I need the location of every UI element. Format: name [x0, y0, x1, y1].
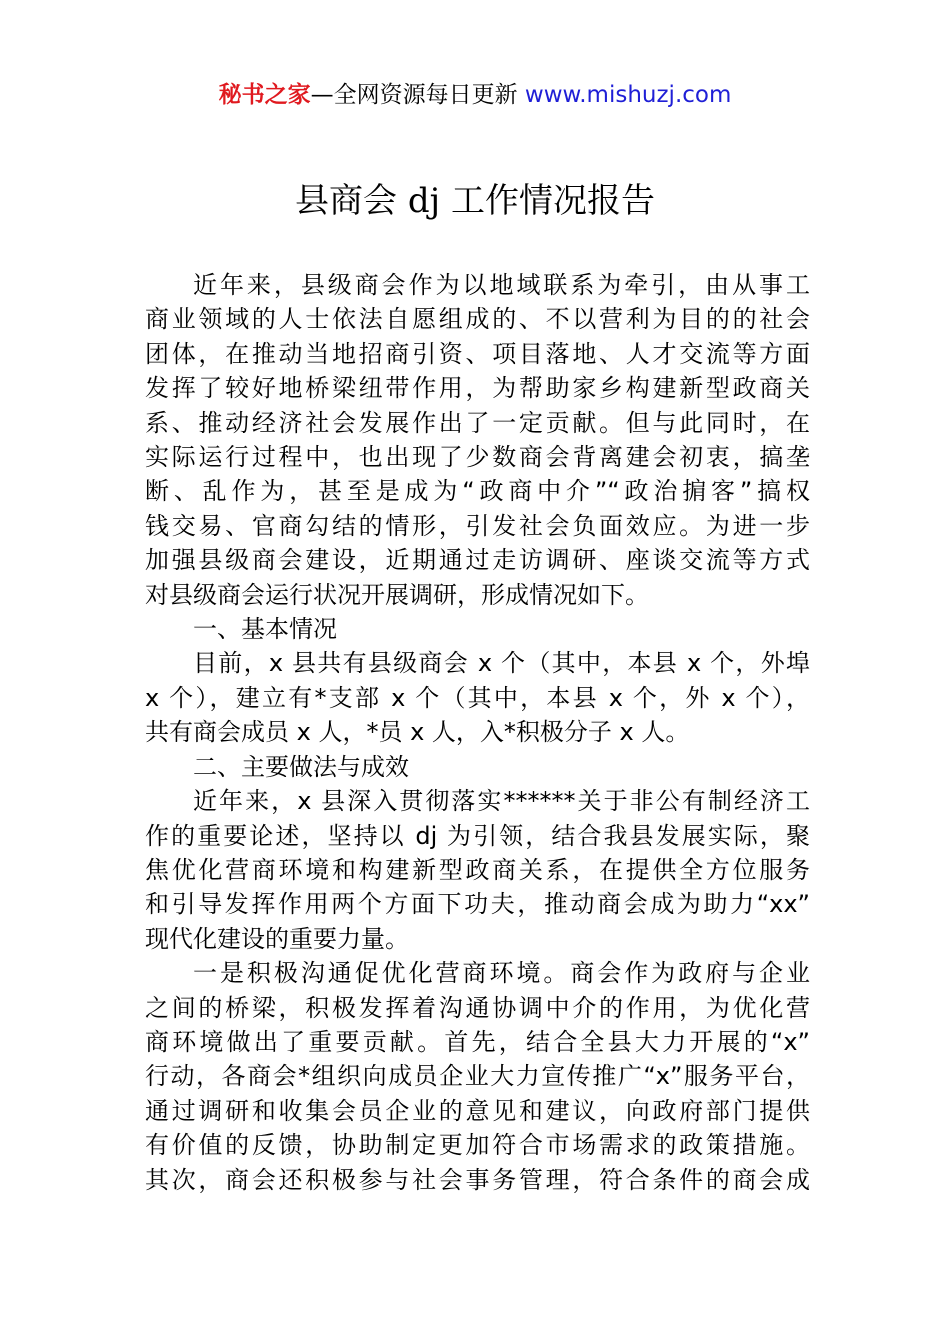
paragraph-line: 作的重要论述，坚持以 dj 为引领，结合我县发展实际，聚: [145, 821, 810, 850]
paragraph-line: 二、主要做法与成效: [193, 752, 409, 781]
paragraph: [145, 646, 810, 749]
paragraph-line: 现代化建设的重要力量。: [145, 924, 409, 953]
paragraph-line: 其次，商会还积极参与社会事务管理，符合条件的商会成: [145, 1165, 810, 1194]
paragraph-line: 实际运行过程中，也出现了少数商会背离建会初衷，搞垄: [145, 443, 810, 472]
paragraph-line: 钱交易、官商勾结的情形，引发社会负面效应。为进一步: [145, 511, 810, 540]
site-url-link[interactable]: www.mishuzj.com: [524, 82, 732, 108]
paragraph-line: 目前，x 县共有县级商会 x 个（其中，本县 x 个，外埠: [193, 649, 810, 678]
paragraph-line: 近年来，县级商会作为以地域联系为牵引，由从事工: [193, 271, 810, 299]
paragraph-line: x 个），建立有*支部 x 个（其中，本县 x 个，外 x 个），: [145, 683, 810, 712]
paragraph-line: 对县级商会运行状况开展调研，形成情况如下。: [145, 580, 649, 609]
paragraph-line: 系、推动经济社会发展作出了一定贡献。但与此同时，在: [145, 408, 810, 437]
paragraph-line: 断、乱作为，甚至是成为“政商中介”“政治掮客”搞权: [145, 477, 810, 506]
paragraph-line: 共有商会成员 x 人，*员 x 人，入*积极分子 x 人。: [145, 718, 690, 747]
paragraph-line: 行动，各商会*组织向成员企业大力宣传推广“x”服务平台，: [145, 1062, 810, 1091]
paragraph-line: 商环境做出了重要贡献。首先，结合全县大力开展的“x”: [145, 1027, 810, 1056]
site-tagline: —全网资源每日更新: [310, 82, 525, 108]
paragraph-line: 团体，在推动当地招商引资、项目落地、人才交流等方面: [145, 339, 810, 368]
paragraph-line: 一、基本情况: [193, 615, 337, 644]
site-header: [0, 78, 950, 112]
paragraph-line: 商业领域的人士依法自愿组成的、不以营利为目的的社会: [145, 305, 810, 334]
paragraph: [145, 784, 810, 956]
paragraph: [145, 956, 810, 1197]
paragraph-line: 加强县级商会建设，近期通过走访调研、座谈交流等方式: [145, 546, 810, 575]
paragraph: [145, 612, 810, 646]
paragraph-line: 一是积极沟通促优化营商环境。商会作为政府与企业: [193, 959, 810, 988]
paragraph-line: 和引导发挥作用两个方面下功夫，推动商会成为助力“xx”: [145, 890, 810, 919]
document-title: 县商会 dj 工作情况报告: [295, 181, 655, 221]
paragraph-line: 之间的桥梁，积极发挥着沟通协调中介的作用，为优化营: [145, 993, 810, 1022]
paragraph-line: 发挥了较好地桥梁纽带作用，为帮助家乡构建新型政商关: [145, 374, 810, 403]
paragraph-line: 有价值的反馈，协助制定更加符合市场需求的政策措施。: [145, 1131, 810, 1160]
site-name: 秘书之家: [218, 82, 311, 108]
paragraph-line: 焦优化营商环境和构建新型政商关系，在提供全方位服务: [145, 855, 810, 884]
paragraph-line: 近年来，x 县深入贯彻落实******关于非公有制经济工: [193, 787, 810, 816]
paragraph: [145, 268, 810, 612]
paragraph: [145, 750, 810, 784]
document-body: [145, 268, 810, 1197]
paragraph-line: 通过调研和收集会员企业的意见和建议，向政府部门提供: [145, 1096, 810, 1125]
